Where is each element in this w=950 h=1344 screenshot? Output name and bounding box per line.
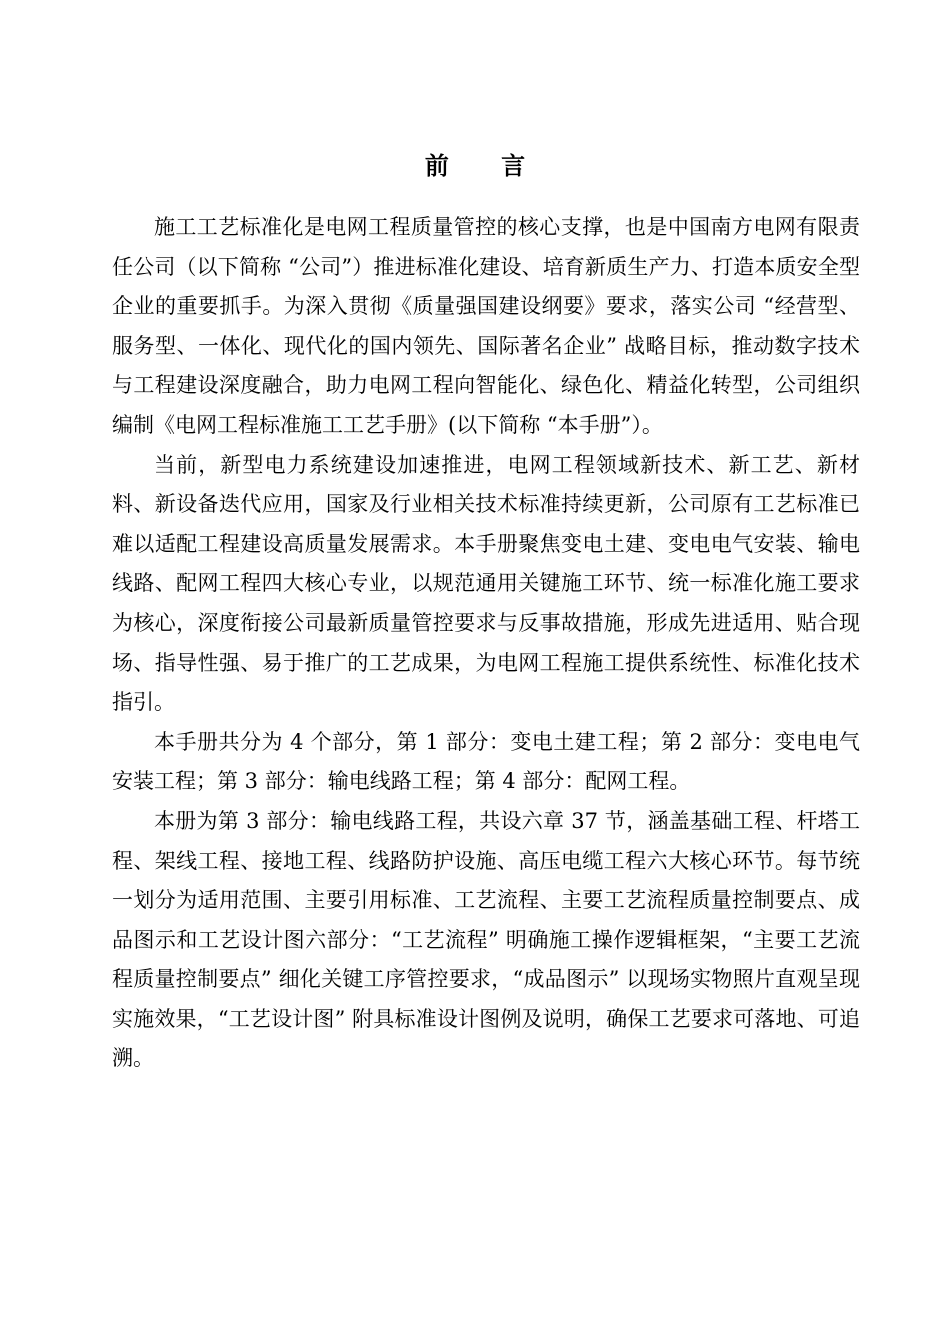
page-title: 前 言: [424, 151, 548, 180]
document-body: [112, 208, 860, 1079]
paragraph-background: 当前，新型电力系统建设加速推进，电网工程领域新技术、新工艺、新材料、新设备迭代应用，国家及行业相关技术标准持续更新，公司原有工艺标准已难以适配工程建设高质量发展需求。本手册聚焦变电土建、变电电气安装、输电线路、配网工程四大核心专业，以规范通用关键施工环节、统一标准化施工要求为核心，深度衔接公司最新质量管控要求与反事故措施，形成先进适用、贴合现场、指导性强、易于推广的工艺成果，为电网工程施工提供系统性、标准化技术指引。: [112, 452, 860, 715]
paragraph-volume: 本册为第 3 部分：输电线路工程，共设六章 37 节，涵盖基础工程、杆塔工程、架线工程、接地工程、线路防护设施、高压电缆工程六大核心环节。每节统一划分为适用范围、主要引用标准、工艺流程、主要工艺流程质量控制要点、成品图示和工艺设计图六部分：“工艺流程” 明确施工操作逻辑框架，“主要工艺流程质量控制要点” 细化关键工序管控要求，“成品图示” 以现场实物照片直观呈现实施效果，“工艺设计图” 附具标准设计图例及说明，确保工艺要求可落地、可追溯。: [112, 808, 860, 1071]
paragraph-structure: 本手册共分为 4 个部分，第 1 部分：变电土建工程；第 2 部分：变电电气安装工程；第 3 部分：输电线路工程；第 4 部分：配网工程。: [112, 729, 860, 794]
paragraph-intro: 施工工艺标准化是电网工程质量管控的核心支撑，也是中国南方电网有限责任公司（以下简称 “公司”）推进标准化建设、培育新质生产力、打造本质安全型企业的重要抓手。为深入贯彻《质量强国建设纲要》要求，落实公司 “经营型、服务型、一体化、现代化的国内领先、国际著名企业” 战略目标，推动数字技术与工程建设深度融合，助力电网工程向智能化、绿色化、精益化转型，公司组织编制《电网工程标准施工工艺手册》(以下简称 “本手册”）。: [112, 215, 860, 437]
